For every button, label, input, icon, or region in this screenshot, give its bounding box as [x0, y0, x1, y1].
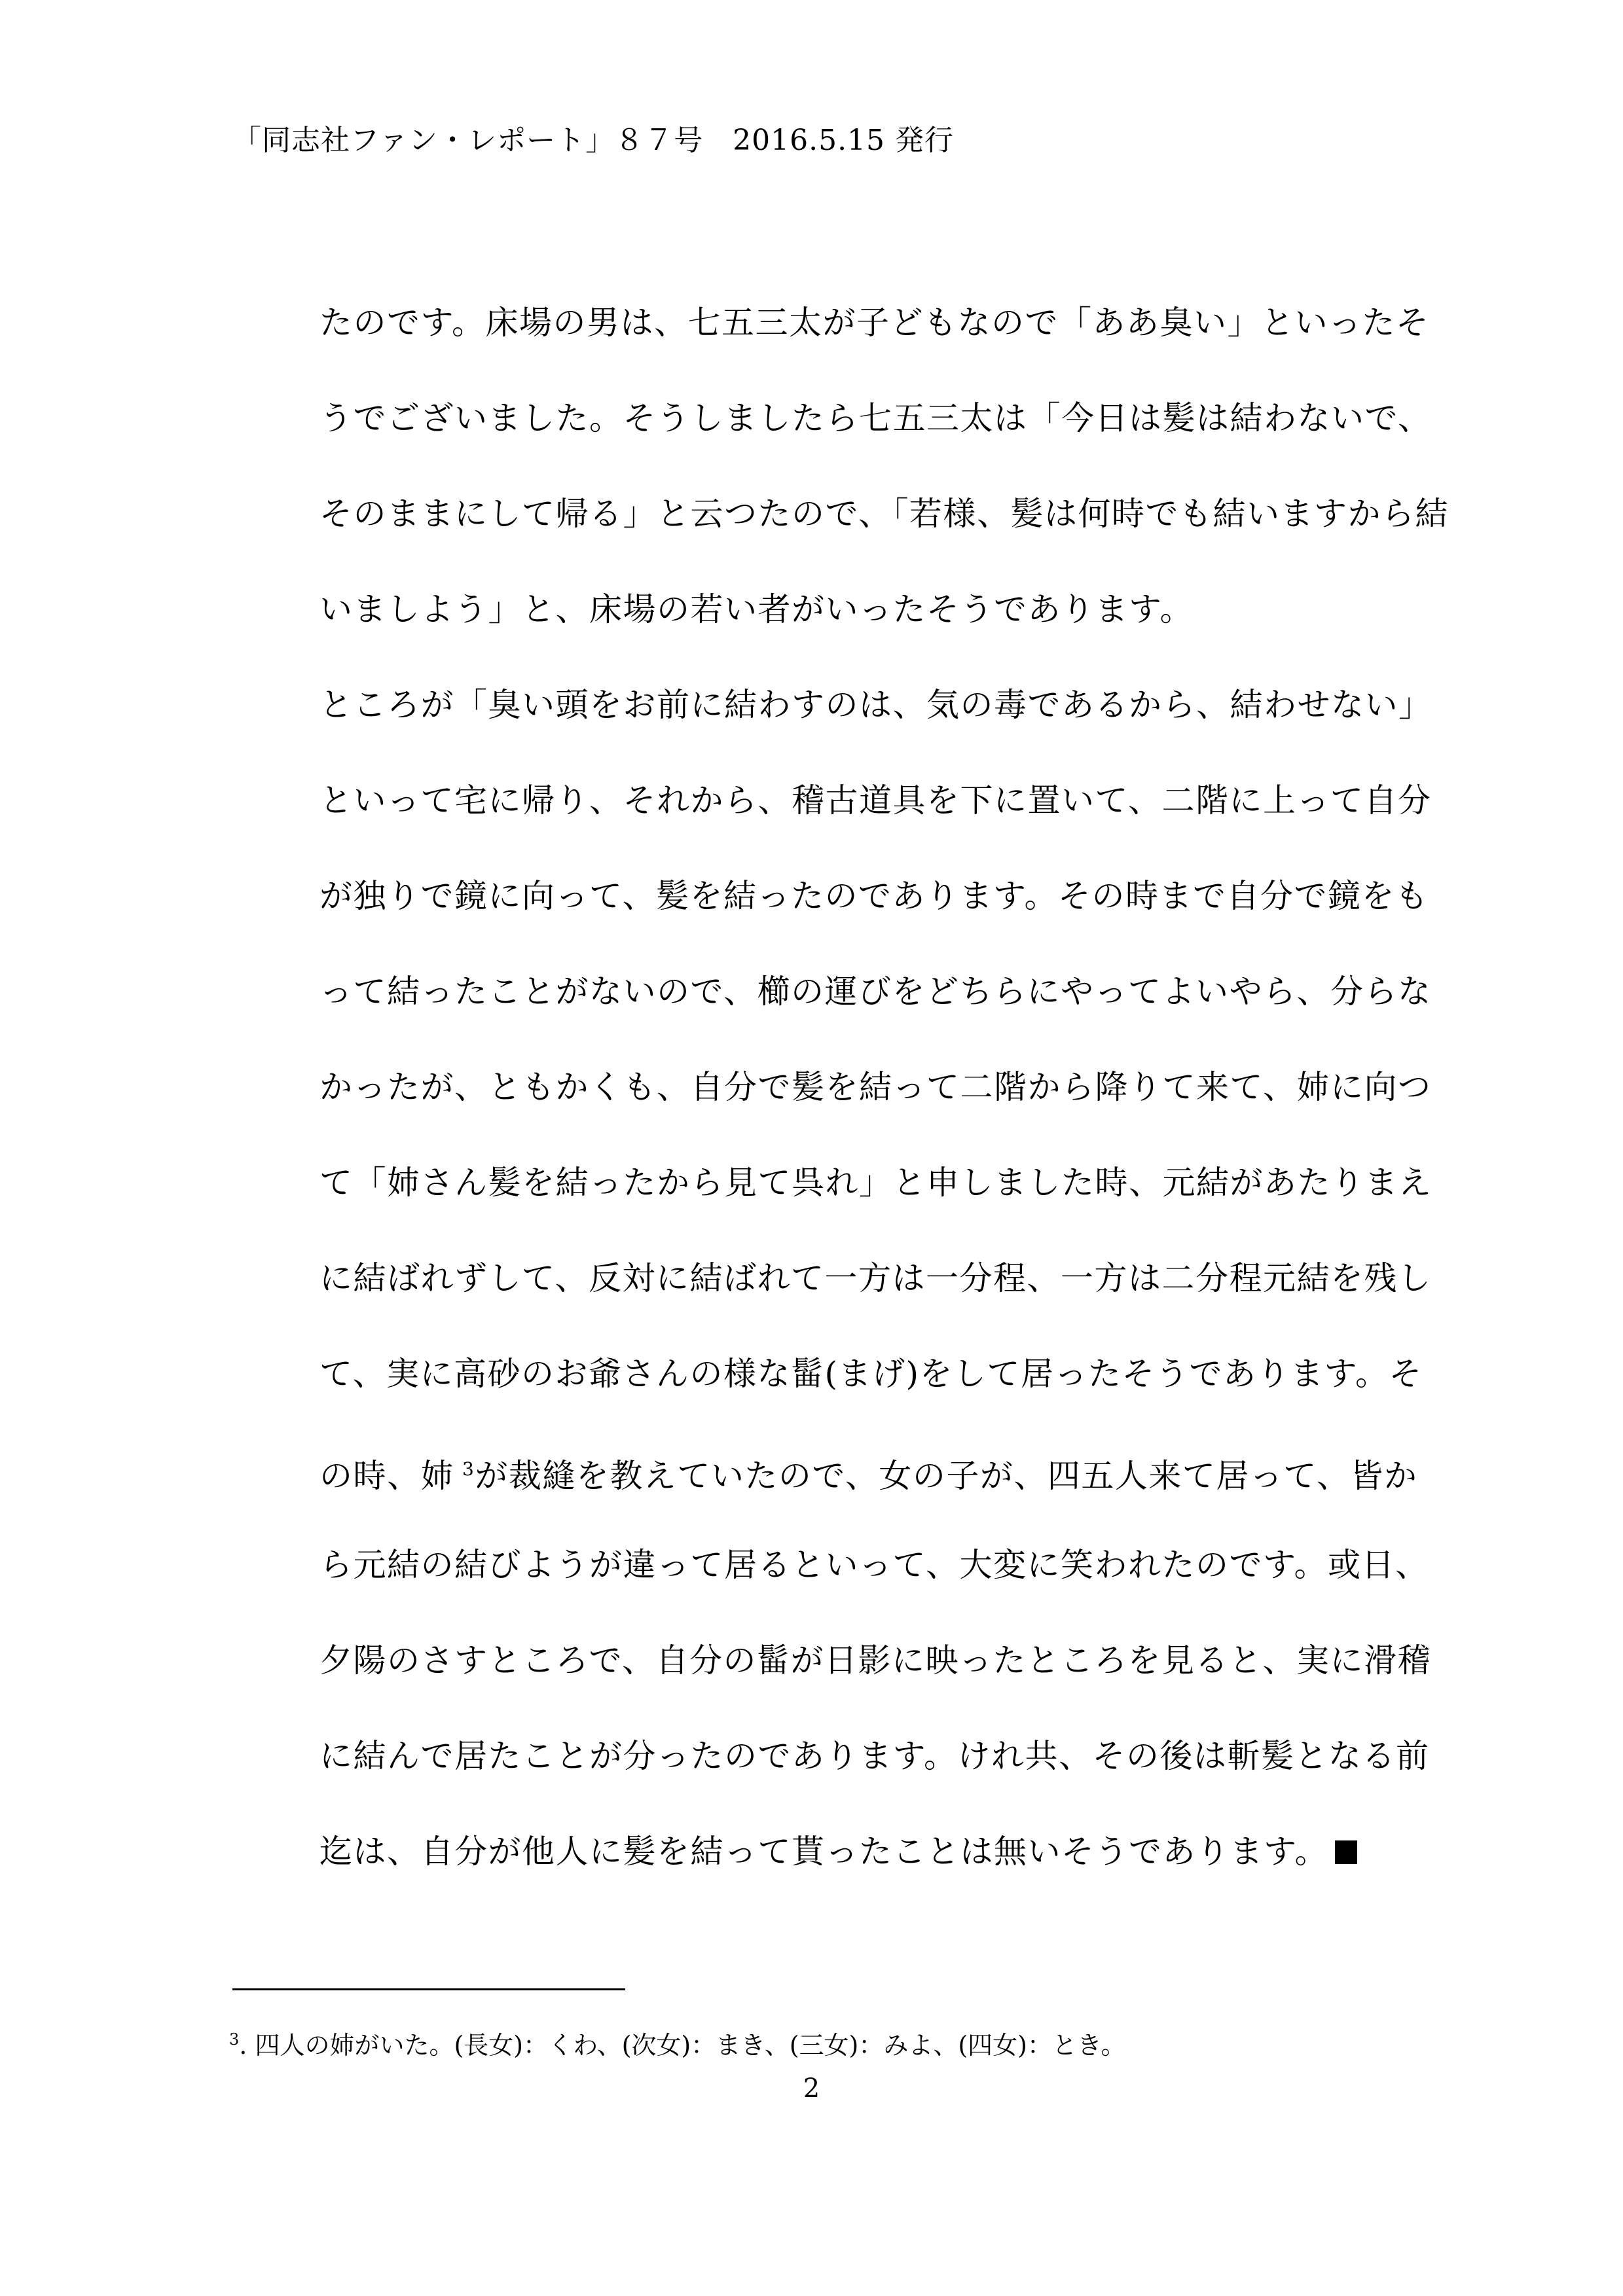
- text-line: て「姉さん髪を結ったから見て呉れ」と申しました時、元結があたりまえ: [319, 1164, 1432, 1202]
- text-line-last: [319, 1822, 1393, 1918]
- text-line: かったが、ともかくも、自分で髪を結って二階から降りて来て、姉に向つ: [319, 1068, 1432, 1106]
- text-line: が独りで鏡に向って、髪を結ったのであります。その時まで自分で鏡をも: [319, 877, 1429, 915]
- text-line: て、実に高砂のお爺さんの様な髷(まげ)をして居ったそうであります。そ: [319, 1355, 1423, 1393]
- text-line: いましよう」と、床場の若い者がいったそうであります。: [319, 590, 1194, 628]
- page-number: 2: [803, 2073, 820, 2104]
- footnote-text: . 四人の姉がいた。(長女)：くわ、(次女)：まき、(三女)：みよ、(四女)：とき。: [239, 2031, 1126, 2060]
- text-line: たのです。床場の男は、七五三太が子どもなので「ああ臭い」といったそ: [319, 304, 1430, 342]
- footnote-separator: [232, 1988, 625, 1990]
- text-line: って結ったことがないので、櫛の運びをどちらにやってよいやら、分らな: [319, 973, 1432, 1011]
- text-segment: の時、姉: [319, 1457, 454, 1495]
- text-segment: 迄は、自分が他人に髪を結って貰ったことは無いそうであります。: [319, 1833, 1328, 1871]
- footnote-number: 3: [229, 2030, 240, 2049]
- text-line: といって宅に帰り、それから、稽古道具を下に置いて、二階に上って自分: [319, 781, 1432, 819]
- text-line: 夕陽のさすところで、自分の髷が日影に映ったところを見ると、実に滑稽: [319, 1641, 1431, 1679]
- text-line: に結んで居たことが分ったのであります。けれ共、その後は斬髪となる前: [319, 1737, 1430, 1775]
- body-text: [319, 293, 1449, 1918]
- text-segment: が裁縫を教えていたので、女の子が、四五人来て居って、皆か: [475, 1457, 1418, 1495]
- text-line: ところが「臭い頭をお前に結わすのは、気の毒であるから、結わせない」: [319, 686, 1432, 724]
- text-line: ら元結の結びようが違って居るといって、大変に笑われたのです。或日、: [319, 1546, 1429, 1584]
- footnote: [229, 2025, 1126, 2061]
- footnote-reference[interactable]: 3: [462, 1458, 475, 1480]
- running-header: 「同志社ファン・レポート」８７号 2016.5.15 発行: [232, 124, 955, 157]
- text-line: に結ばれずして、反対に結ばれて一方は一分程、一方は二分程元結を残し: [319, 1259, 1432, 1297]
- text-line: そのままにして帰る」と云つたので、「若様、髪は何時でも結いますから結: [319, 495, 1449, 533]
- text-line-with-footnote-ref: [319, 1440, 1418, 1535]
- text-line: うでございました。そうしましたら七五三太は「今日は髪は結わないで、: [319, 399, 1432, 437]
- end-mark-square-icon: [1335, 1840, 1357, 1864]
